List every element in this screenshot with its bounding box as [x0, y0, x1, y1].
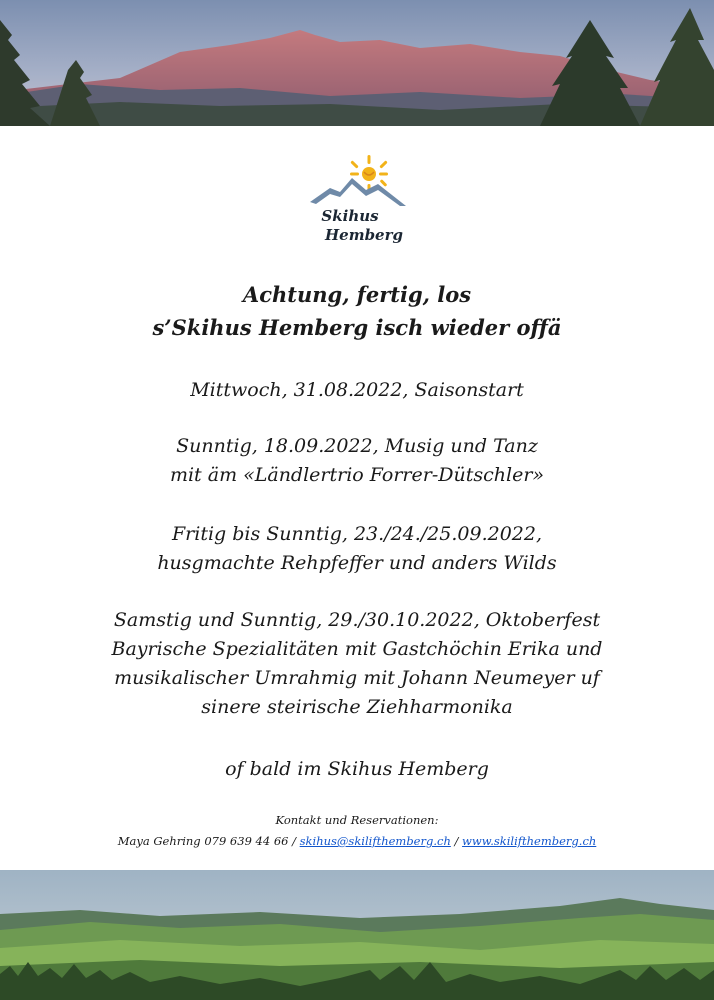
headline-line-2: s’Skihus Hemberg isch wieder offä [152, 315, 562, 340]
event-line: Samstig und Sunntig, 29./30.10.2022, Oktoberfest [113, 609, 601, 631]
headline [0, 278, 714, 344]
contact-block [0, 810, 714, 852]
contact-separator: / [454, 834, 459, 848]
contact-details [0, 831, 714, 852]
contact-person: Maya Gehring 079 639 44 66 / [117, 834, 296, 848]
event-season-start [0, 376, 714, 405]
skihus-hemberg-logo [306, 150, 410, 250]
event-musig-tanz [0, 432, 714, 490]
event-line: Fritig bis Sunntig, 23./24./25.09.2022, [171, 523, 543, 545]
headline-line-1: Achtung, fertig, los [242, 282, 472, 307]
event-line: sinere steirische Ziehharmonika [201, 696, 513, 718]
logo-text-hemberg: Hemberg [324, 226, 403, 244]
top-banner-image [0, 0, 714, 126]
logo-text-skihus: Skihus [321, 207, 379, 225]
email-link[interactable]: skihus@skilifthemberg.ch [299, 834, 451, 848]
bottom-banner-image [0, 870, 714, 1000]
event-line: musikalischer Umrahmig mit Johann Neumeyer uf [114, 667, 600, 689]
event-line: husgmachte Rehpfeffer und anders Wilds [157, 552, 557, 574]
closing-line [0, 755, 714, 784]
event-wild [0, 520, 714, 578]
event-line: mit äm «Ländlertrio Forrer-Dütschler» [169, 464, 545, 486]
event-line: Sunntig, 18.09.2022, Musig und Tanz [176, 435, 538, 457]
event-line: Mittwoch, 31.08.2022, Saisonstart [190, 379, 524, 401]
closing-text: of bald im Skihus Hemberg [225, 758, 489, 780]
event-line: Bayrische Spezialitäten mit Gastchöchin Erika und [111, 638, 603, 660]
event-oktoberfest [0, 606, 714, 722]
website-link[interactable]: www.skilifthemberg.ch [462, 834, 597, 848]
contact-label: Kontakt und Reservationen: [275, 813, 439, 827]
